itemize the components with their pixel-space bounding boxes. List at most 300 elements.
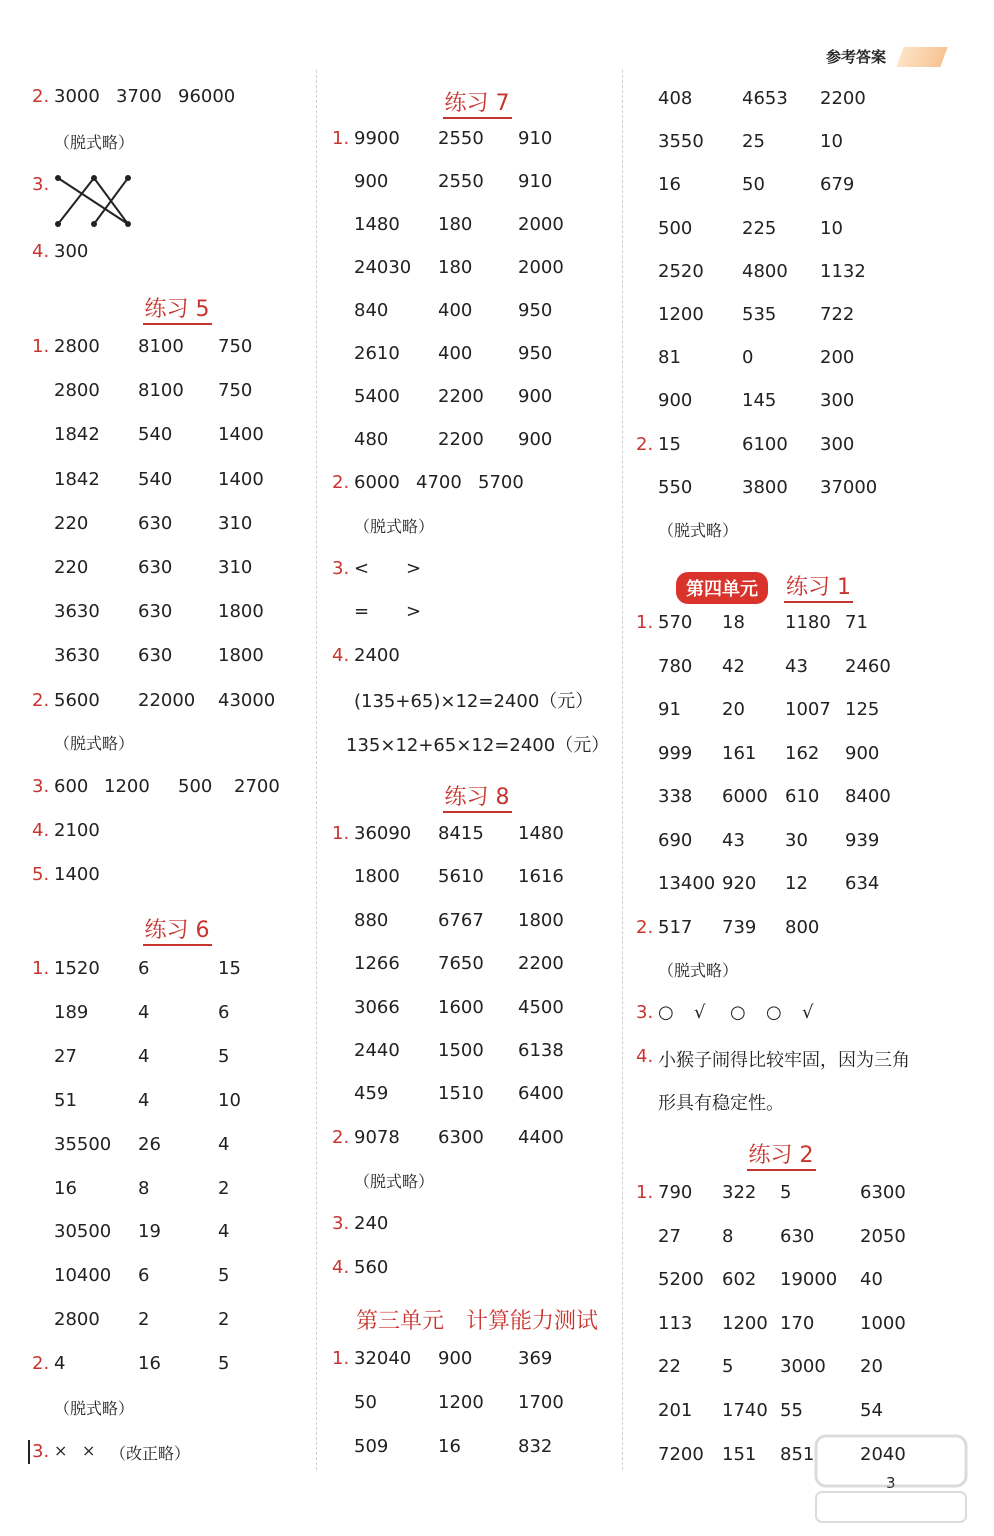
answer-value: 10400 <box>54 1265 112 1286</box>
margin-mark <box>28 1440 30 1464</box>
answer-value: 630 <box>138 645 173 666</box>
answer-value: 35500 <box>54 1134 112 1155</box>
answer-line <box>324 731 616 757</box>
question-number <box>32 1396 54 1419</box>
answer-value: 800 <box>785 917 820 938</box>
answer-line <box>332 687 614 713</box>
answer-value: > <box>406 601 422 622</box>
match-dot <box>55 221 61 227</box>
question-number <box>332 300 354 321</box>
answer-value: 2100 <box>54 820 100 841</box>
answer-value: 1800 <box>354 866 400 887</box>
question-number <box>636 830 658 851</box>
answer-value: 2800 <box>54 336 100 357</box>
answer-value: 43000 <box>218 690 276 711</box>
answer-value: 369 <box>518 1348 553 1369</box>
unit-heading-text: 练习 1 <box>784 575 853 603</box>
answer-value: 1266 <box>354 953 400 974</box>
question-number <box>32 1178 54 1199</box>
answer-value: 630 <box>138 513 173 534</box>
question-number <box>32 731 54 754</box>
answer-value: × <box>82 1441 96 1460</box>
answer-value: < <box>354 558 370 579</box>
question-number: 1. <box>32 958 50 979</box>
question-number <box>332 997 354 1018</box>
question-number: 2. <box>636 434 654 455</box>
answer-value: > <box>406 558 422 579</box>
answer-value: （脱式略） <box>658 961 739 980</box>
answer-value: 8 <box>138 1178 150 1199</box>
answer-value: 750 <box>218 380 253 401</box>
question-number <box>636 1226 658 1247</box>
answer-value: 500 <box>178 776 213 797</box>
unit-heading <box>676 570 936 604</box>
answer-value: 8100 <box>138 336 184 357</box>
answer-value: 1520 <box>54 958 100 979</box>
answer-value: 5 <box>218 1353 230 1374</box>
answer-line <box>636 1356 930 1377</box>
answer-value: 71 <box>845 612 868 633</box>
question-number <box>332 386 354 407</box>
answer-value: 1800 <box>218 645 264 666</box>
answer-value: 8100 <box>138 380 184 401</box>
answer-line <box>636 1400 930 1421</box>
answer-line <box>32 1353 308 1374</box>
answer-line <box>636 390 910 411</box>
answer-line <box>636 1002 838 1023</box>
answer-value: 16 <box>54 1178 77 1199</box>
answer-line <box>32 424 308 445</box>
answer-value: 6300 <box>438 1127 484 1148</box>
answer-line <box>32 174 54 195</box>
answer-line <box>332 1348 608 1369</box>
answer-value: 3630 <box>54 645 100 666</box>
answer-value: 27 <box>54 1046 77 1067</box>
answer-line <box>32 820 134 841</box>
section-heading-text: 练习 7 <box>443 91 512 119</box>
answer-value: 16 <box>138 1353 161 1374</box>
question-number <box>32 1265 54 1286</box>
answer-value: 96000 <box>178 86 236 107</box>
answer-value: 2200 <box>820 88 866 109</box>
answer-line <box>332 429 608 450</box>
answer-line <box>32 1441 230 1464</box>
question-number <box>32 1002 54 1023</box>
answer-value: 51 <box>54 1090 77 1111</box>
answer-column-2 <box>332 0 632 1536</box>
answer-value: 6300 <box>860 1182 906 1203</box>
answer-value: 2550 <box>438 128 484 149</box>
answer-value: 459 <box>354 1083 389 1104</box>
question-number: 1. <box>32 336 50 357</box>
answer-line <box>32 1002 308 1023</box>
answer-value: 30 <box>785 830 808 851</box>
question-number: 1. <box>636 1182 654 1203</box>
answer-line <box>332 128 608 149</box>
question-number <box>636 1089 658 1115</box>
answer-value: 900 <box>354 171 389 192</box>
section-heading-text: 练习 2 <box>747 1143 816 1171</box>
answer-value: 610 <box>785 786 820 807</box>
answer-value: 950 <box>518 300 553 321</box>
answer-value: 10 <box>820 218 843 239</box>
answer-line <box>32 864 134 885</box>
question-number <box>636 656 658 677</box>
answer-value: 5 <box>780 1182 792 1203</box>
answer-value: 1842 <box>54 469 100 490</box>
answer-line <box>332 214 608 235</box>
answer-value: 2000 <box>518 214 564 235</box>
section-heading <box>332 780 622 811</box>
question-number <box>636 477 658 498</box>
answer-value: 1600 <box>438 997 484 1018</box>
unit-badge: 第四单元 <box>676 572 768 604</box>
answer-line <box>32 1265 308 1286</box>
question-number <box>636 88 658 109</box>
answer-line <box>32 958 308 979</box>
answer-value: 5700 <box>478 472 524 493</box>
answer-value: 690 <box>658 830 693 851</box>
question-number <box>636 743 658 764</box>
question-number <box>332 953 354 974</box>
answer-value: 113 <box>658 1313 693 1334</box>
question-number <box>332 1040 354 1061</box>
answer-value: 26 <box>138 1134 161 1155</box>
answer-value: 900 <box>518 386 553 407</box>
question-number <box>332 866 354 887</box>
match-dot <box>125 221 131 227</box>
question-number <box>332 1169 354 1192</box>
question-number: 3. <box>32 174 50 195</box>
answer-value: 4400 <box>518 1127 564 1148</box>
answer-value: 小猴子闹得比较牢固，因为三角 <box>658 1050 910 1071</box>
answer-value: 22 <box>658 1356 681 1377</box>
answer-value: 2800 <box>54 1309 100 1330</box>
answer-value: 50 <box>742 174 765 195</box>
question-number <box>636 390 658 411</box>
answer-line <box>32 380 308 401</box>
answer-column-3 <box>636 0 936 1536</box>
question-number: 4. <box>636 1046 654 1067</box>
answer-value: （脱式略） <box>658 521 739 540</box>
answer-value: 1400 <box>54 864 100 885</box>
answer-line <box>636 304 910 325</box>
answer-value: 1842 <box>54 424 100 445</box>
answer-value: 790 <box>658 1182 693 1203</box>
answer-value: 9078 <box>354 1127 400 1148</box>
answer-line <box>332 1040 608 1061</box>
answer-value: 91 <box>658 699 681 720</box>
section-heading-text: 练习 5 <box>143 297 212 325</box>
question-number <box>32 424 54 445</box>
answer-value: 4653 <box>742 88 788 109</box>
answer-value: 4 <box>138 1002 150 1023</box>
answer-value: 1200 <box>722 1313 768 1334</box>
question-number <box>636 1313 658 1334</box>
answer-line <box>332 910 608 931</box>
answer-value: 54 <box>860 1400 883 1421</box>
answer-value: 55 <box>780 1400 803 1421</box>
answer-value: 300 <box>54 241 89 262</box>
question-number <box>636 1269 658 1290</box>
answer-line <box>636 434 910 455</box>
question-number: 1. <box>332 823 350 844</box>
question-number <box>332 214 354 235</box>
section-heading <box>32 913 322 944</box>
answer-value: 8415 <box>438 823 484 844</box>
answer-value: 22000 <box>138 690 196 711</box>
answer-value: 1480 <box>354 214 400 235</box>
answer-value: 540 <box>138 424 173 445</box>
question-number <box>332 514 354 537</box>
answer-value: 939 <box>845 830 880 851</box>
answer-line <box>636 1313 930 1334</box>
question-number <box>32 1134 54 1155</box>
answer-line <box>32 1090 308 1111</box>
answer-line <box>636 1089 858 1115</box>
answer-value: 2050 <box>860 1226 906 1247</box>
answer-value: 43 <box>785 656 808 677</box>
answer-value: 3630 <box>54 601 100 622</box>
answer-value: 322 <box>722 1182 757 1203</box>
answer-value: 630 <box>138 557 173 578</box>
answer-line <box>332 953 608 974</box>
page-number: 3 <box>886 1474 896 1492</box>
answer-value: 300 <box>820 390 855 411</box>
answer-value: 36090 <box>354 823 412 844</box>
answer-line <box>636 88 910 109</box>
answer-line <box>332 1257 434 1278</box>
answer-value: 2 <box>138 1309 150 1330</box>
question-number: 3. <box>32 776 50 797</box>
answer-value: 880 <box>354 910 389 931</box>
answer-value: 42 <box>722 656 745 677</box>
question-number: 3. <box>636 1002 654 1023</box>
answer-line <box>332 601 446 622</box>
answer-line <box>32 1178 308 1199</box>
question-number: 2. <box>636 917 654 938</box>
answer-value: 950 <box>518 343 553 364</box>
answer-line <box>32 130 174 153</box>
answer-line <box>332 1436 608 1457</box>
answer-value: 170 <box>780 1313 815 1334</box>
answer-line <box>636 917 845 938</box>
answer-line <box>636 656 915 677</box>
answer-value: 0 <box>742 347 754 368</box>
answer-line <box>32 645 308 666</box>
question-number <box>332 1083 354 1104</box>
answer-value: 151 <box>722 1444 757 1465</box>
answer-value: 2200 <box>518 953 564 974</box>
answer-value: 4 <box>138 1046 150 1067</box>
answer-value: 6100 <box>742 434 788 455</box>
answer-value: (135+65)×12=2400（元） <box>354 691 594 712</box>
answer-line <box>32 1396 174 1419</box>
answer-value: 19000 <box>780 1269 838 1290</box>
question-number: 5. <box>32 864 50 885</box>
answer-value: 6000 <box>722 786 768 807</box>
answer-value: 81 <box>658 347 681 368</box>
answer-value: 1400 <box>218 469 264 490</box>
answer-value: 4 <box>218 1134 230 1155</box>
question-number <box>636 1400 658 1421</box>
answer-value: 1800 <box>518 910 564 931</box>
answer-value: 20 <box>722 699 745 720</box>
answer-value: （脱式略） <box>354 517 435 536</box>
answer-value: 4 <box>54 1353 66 1374</box>
answer-line <box>32 336 308 357</box>
answer-value: 225 <box>742 218 777 239</box>
answer-value: 832 <box>518 1436 553 1457</box>
answer-value: 338 <box>658 786 693 807</box>
answer-value: 1000 <box>860 1313 906 1334</box>
answer-line <box>636 261 910 282</box>
answer-value: 5 <box>218 1265 230 1286</box>
answer-value: 602 <box>722 1269 757 1290</box>
question-number <box>332 687 354 713</box>
answer-value: = <box>354 601 370 622</box>
question-number <box>32 130 54 153</box>
answer-value: 634 <box>845 873 880 894</box>
answer-value: 630 <box>138 601 173 622</box>
answer-value: 27 <box>658 1226 681 1247</box>
answer-line <box>636 830 915 851</box>
answer-value: 16 <box>658 174 681 195</box>
answer-line <box>32 469 308 490</box>
answer-value: 32040 <box>354 1348 412 1369</box>
answer-value: 3550 <box>658 131 704 152</box>
answer-line <box>636 612 915 633</box>
answer-value: 500 <box>658 218 693 239</box>
answer-value: √ <box>802 1002 814 1023</box>
answer-value: （脱式略） <box>354 1172 435 1191</box>
answer-line <box>32 731 174 754</box>
answer-value: 25 <box>742 131 765 152</box>
question-number <box>332 257 354 278</box>
question-number: 4. <box>32 241 50 262</box>
answer-value: 18 <box>722 612 745 633</box>
answer-line <box>636 174 910 195</box>
answer-value: 600 <box>54 776 89 797</box>
question-number: 1. <box>636 612 654 633</box>
answer-value: 999 <box>658 743 693 764</box>
watermark-logo <box>812 1432 972 1528</box>
answer-value: 780 <box>658 656 693 677</box>
answer-value: 189 <box>54 1002 89 1023</box>
answer-value: 30500 <box>54 1221 112 1242</box>
answer-value: 480 <box>354 429 389 450</box>
question-number <box>32 557 54 578</box>
question-number <box>32 1221 54 1242</box>
question-number: 2. <box>32 1353 50 1374</box>
answer-line <box>32 1221 308 1242</box>
answer-line <box>636 1182 930 1203</box>
question-number <box>332 1436 354 1457</box>
answer-value: 2 <box>218 1309 230 1330</box>
answer-line <box>332 257 608 278</box>
answer-line <box>636 518 778 541</box>
answer-value: 900 <box>518 429 553 450</box>
answer-value: 920 <box>722 873 757 894</box>
answer-value: × <box>54 1441 68 1460</box>
question-number <box>32 1090 54 1111</box>
answer-value: 400 <box>438 300 473 321</box>
answer-line <box>636 218 910 239</box>
answer-value: 15 <box>658 434 681 455</box>
answer-line <box>332 514 474 537</box>
question-number: 2. <box>332 472 350 493</box>
answer-line <box>636 743 915 764</box>
answer-value: 851 <box>780 1444 815 1465</box>
question-number <box>636 699 658 720</box>
question-number <box>636 347 658 368</box>
question-number <box>636 1444 658 1465</box>
question-number <box>32 645 54 666</box>
question-number <box>636 1356 658 1377</box>
question-number: 3. <box>332 1213 350 1234</box>
answer-value: 3000 <box>780 1356 826 1377</box>
section-heading <box>332 1304 622 1335</box>
answer-value: 4800 <box>742 261 788 282</box>
answer-value: 310 <box>218 557 253 578</box>
question-number <box>636 518 658 541</box>
answer-line <box>636 477 910 498</box>
answer-line <box>636 1046 928 1072</box>
answer-value: （脱式略） <box>54 734 135 753</box>
section-heading-text: 练习 8 <box>443 785 512 813</box>
answer-line <box>332 1083 608 1104</box>
answer-value: 540 <box>138 469 173 490</box>
answer-line <box>32 1309 308 1330</box>
answer-line <box>332 171 608 192</box>
answer-value: 2000 <box>518 257 564 278</box>
question-number <box>636 304 658 325</box>
answer-value: 739 <box>722 917 757 938</box>
answer-value: 310 <box>218 513 253 534</box>
answer-value: 900 <box>845 743 880 764</box>
answer-value: 2200 <box>438 429 484 450</box>
match-dot <box>91 221 97 227</box>
answer-line <box>32 241 134 262</box>
question-number <box>32 601 54 622</box>
answer-value: 8 <box>722 1226 734 1247</box>
answer-value: 550 <box>658 477 693 498</box>
answer-value: 5600 <box>54 690 100 711</box>
answer-value: 135×12+65×12=2400（元） <box>346 735 610 756</box>
answer-value: √ <box>694 1002 706 1023</box>
answer-line <box>32 86 258 107</box>
answer-value: 300 <box>820 434 855 455</box>
answer-value: 2700 <box>234 776 280 797</box>
answer-value: 2400 <box>354 645 400 666</box>
question-number: 4. <box>332 645 350 666</box>
answer-line <box>332 343 608 364</box>
answer-line <box>636 958 778 981</box>
answer-value: 161 <box>722 743 757 764</box>
answer-value: 2040 <box>860 1444 906 1465</box>
question-number <box>636 261 658 282</box>
answer-value: 1740 <box>722 1400 768 1421</box>
answer-value: 4 <box>138 1090 150 1111</box>
answer-value: 679 <box>820 174 855 195</box>
answer-value: 16 <box>438 1436 461 1457</box>
answer-value: 4700 <box>416 472 462 493</box>
match-dot <box>125 175 131 181</box>
answer-value: 7200 <box>658 1444 704 1465</box>
question-number: 4. <box>332 1257 350 1278</box>
answer-value: 1700 <box>518 1392 564 1413</box>
answer-value: 180 <box>438 214 473 235</box>
